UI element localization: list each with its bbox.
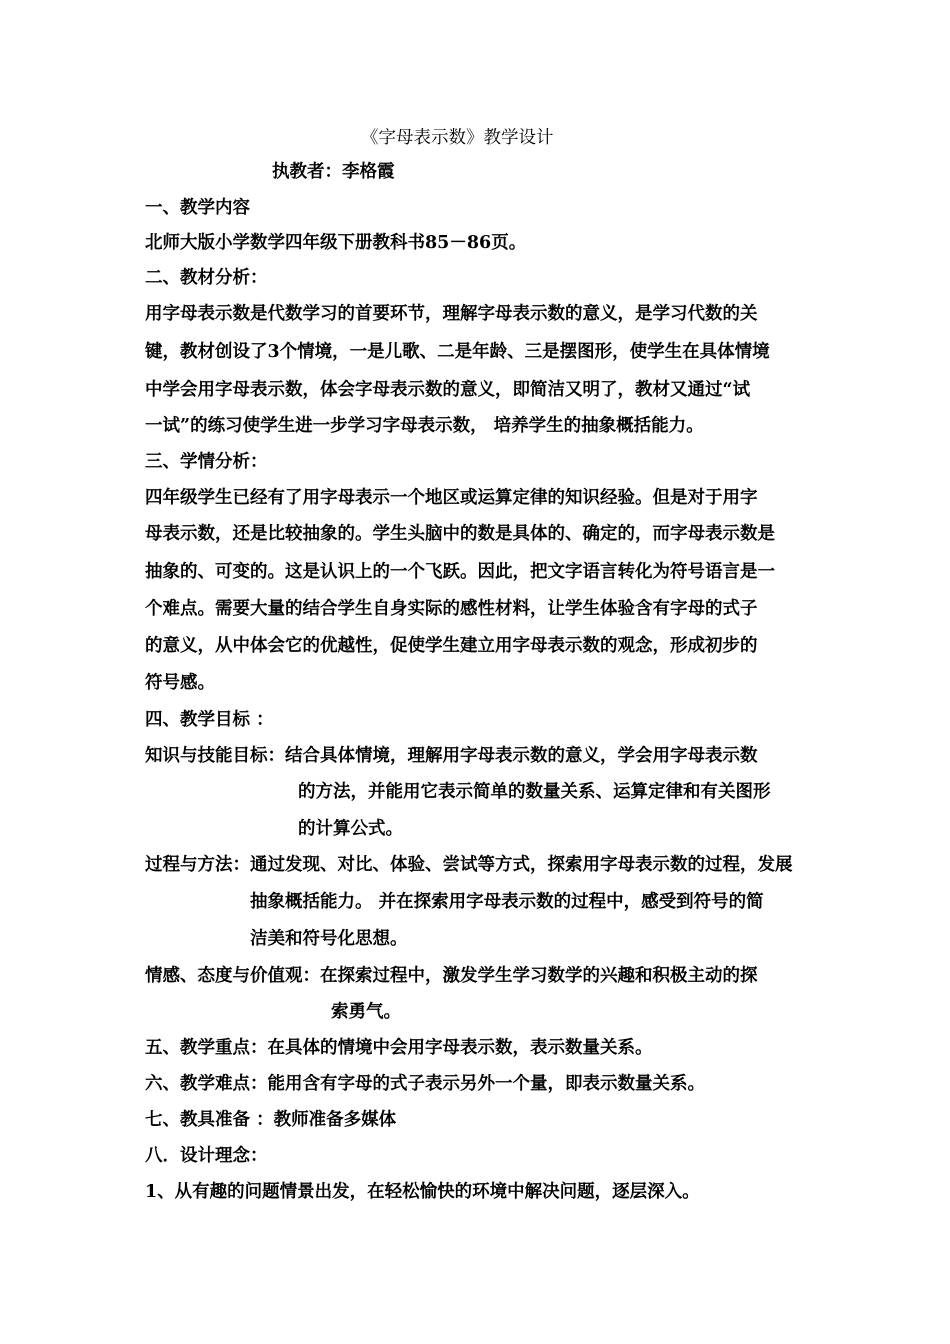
section-2-line: 用字母表示数是代数学习的首要环节，理解字母表示数的意义，是学习代数的关 [145,304,758,324]
section-heading-7: 七、教具准备 ：教师准备多媒体 [145,1110,397,1130]
doc-title: 《字母表示数》教学设计 [361,128,554,148]
goal-process-line: 抽象概括能力。 并在探索用字母表示数的过程中，感受到符号的简 [250,892,764,912]
section-3-line: 四年级学生已经有了用字母表示一个地区或运算定律的知识经验。但是对于用字 [145,488,758,508]
goal-knowledge-line: 知识与技能目标：结合具体情境，理解用字母表示数的意义，学会用字母表示数 [145,746,758,766]
section-2-line: 一试”的练习使学生进一步学习字母表示数， 培养学生的抽象概括能力。 [145,416,704,436]
goal-emotion-line: 情感、态度与价值观：在探索过程中，激发学生学习数学的兴趣和积极主动的探 [145,966,758,986]
section-8-text: 1、从有趣的问题情景出发，在轻松愉快的环境中解决问题，逐层深入。 [145,1182,700,1202]
section-heading-3: 三、学情分析： [145,452,268,472]
section-3-line: 抽象的、可变的。这是认识上的一个飞跃。因此，把文字语言转化为符号语言是一 [145,562,775,582]
doc-author: 执教者：李格霞 [272,162,395,182]
section-heading-2: 二、教材分析： [145,268,268,288]
section-2-line: 键，教材创设了3个情境，一是儿歌、二是年龄、三是摆图形，使学生在具体情境 [145,342,770,362]
section-heading-1: 一、教学内容 [145,198,250,218]
section-heading-6: 六、教学难点：能用含有字母的式子表示另外一个量，即表示数量关系。 [145,1074,705,1094]
section-3-line: 母表示数，还是比较抽象的。学生头脑中的数是具体的、确定的，而字母表示数是 [145,524,775,544]
section-3-line: 个难点。需要大量的结合学生自身实际的感性材料，让学生体验含有字母的式子 [145,599,758,619]
section-1-text: 北师大版小学数学四年级下册教科书85－86页。 [145,233,527,253]
section-3-line: 符号感。 [145,673,215,693]
goal-process-line: 过程与方法：通过发现、对比、体验、尝试等方式，探索用字母表示数的过程，发展 [145,855,793,875]
goal-emotion-line: 索勇气。 [331,1002,401,1022]
section-heading-4: 四、教学目标 ： [145,710,274,730]
goal-process-line: 洁美和符号化思想。 [250,929,408,949]
section-heading-8: 八．设计理念： [145,1146,268,1166]
goal-knowledge-line: 的计算公式。 [298,819,403,839]
section-2-line: 中学会用字母表示数，体会字母表示数的意义，即简洁又明了，教材又通过“试 [145,380,751,400]
section-3-line: 的意义，从中体会它的优越性，促使学生建立用字母表示数的观念，形成初步的 [145,636,758,656]
goal-knowledge-line: 的方法，并能用它表示简单的数量关系、运算定律和有关图形 [298,782,771,802]
section-heading-5: 五、教学重点：在具体的情境中会用字母表示数，表示数量关系。 [145,1038,653,1058]
